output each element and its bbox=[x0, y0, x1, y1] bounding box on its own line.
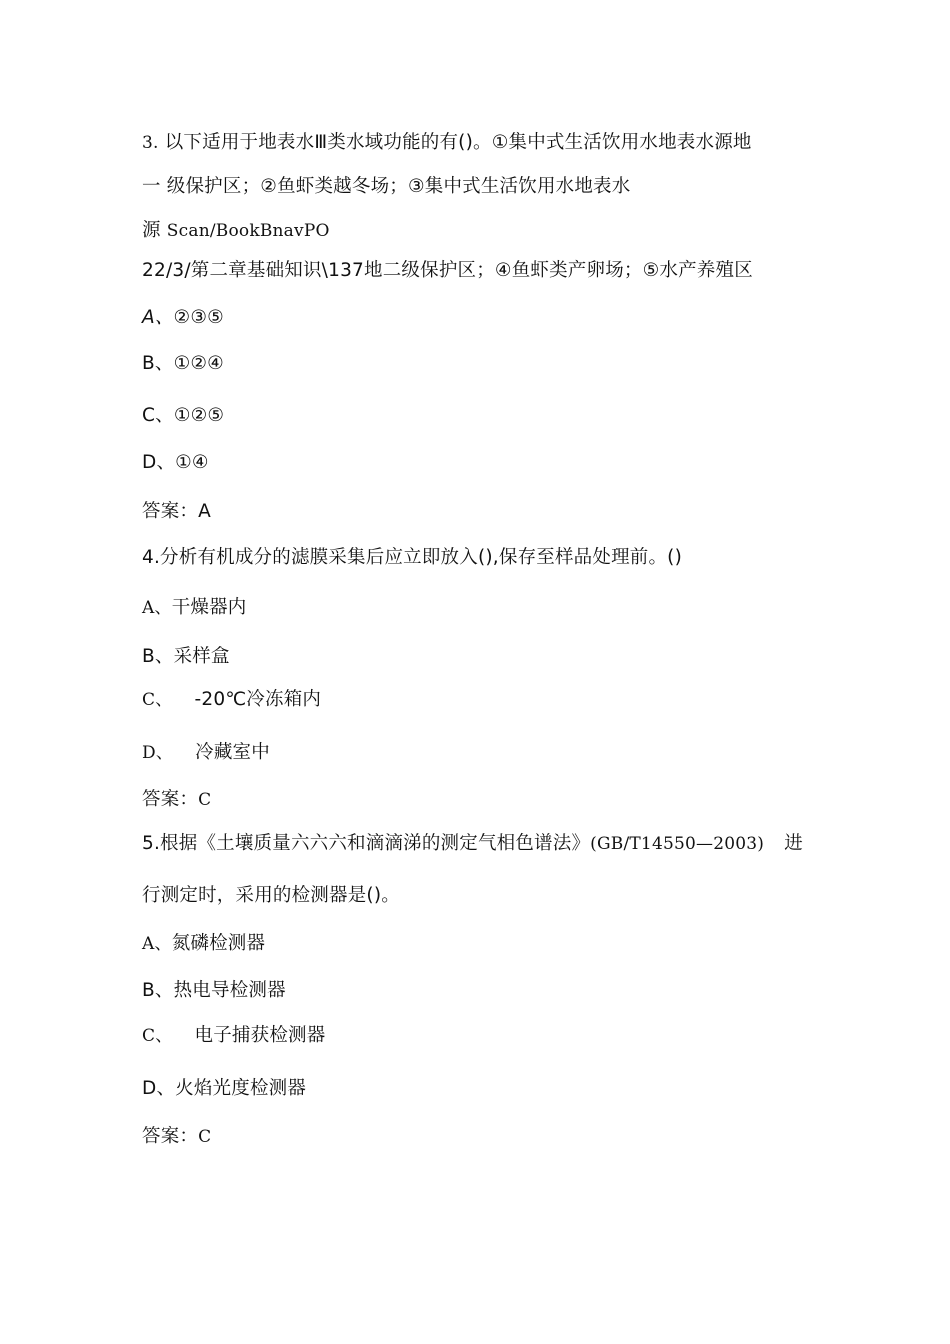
q5-standard-code: (GB/T14550—2003) bbox=[590, 834, 765, 854]
q5-option-a-text: 氮磷检测器 bbox=[171, 933, 266, 954]
q4-option-d-text: 冷藏室中 bbox=[195, 742, 270, 763]
q3-line-3-scan-text: Scan/BookBnavPO bbox=[166, 221, 330, 241]
q5-line-1 bbox=[142, 832, 803, 856]
q5-line-1-text: 5.根据《土壤质量六六六和滴滴涕的测定气相色谱法》 bbox=[142, 833, 591, 854]
q3-line-3 bbox=[142, 219, 330, 243]
q3-option-a: A、②③⑤ bbox=[142, 307, 224, 328]
q4-question: 4.分析有机成分的滤膜采集后应立即放入(),保存至样品处理前。() bbox=[142, 547, 683, 568]
q3-option-d: D、①④ bbox=[142, 452, 209, 473]
q5-option-a-label: A、 bbox=[142, 934, 172, 954]
q3-option-b: B、①②④ bbox=[142, 353, 224, 374]
q4-option-d bbox=[142, 741, 270, 765]
q4-option-a-text: 干燥器内 bbox=[171, 597, 247, 618]
q5-option-a bbox=[142, 932, 265, 956]
q4-answer-label: 答案： bbox=[142, 789, 199, 810]
q4-option-c-text: -20℃冷冻箱内 bbox=[194, 689, 322, 710]
q3-line-3-prefix: 源 bbox=[142, 220, 161, 241]
q3-option-c: C、①②⑤ bbox=[142, 405, 225, 426]
q5-option-b: B、热电导检测器 bbox=[142, 980, 286, 1001]
q5-answer-value: C bbox=[198, 1127, 212, 1147]
q3-line-2: 一 级保护区；②鱼虾类越冬场；③集中式生活饮用水地表水 bbox=[142, 176, 631, 197]
q5-answer bbox=[142, 1125, 211, 1149]
q4-option-c bbox=[142, 688, 321, 712]
q4-answer bbox=[142, 788, 211, 812]
q4-option-a-label: A、 bbox=[142, 598, 172, 618]
q5-option-d: D、火焰光度检测器 bbox=[142, 1078, 307, 1099]
q3-answer: 答案：A bbox=[142, 501, 211, 522]
q4-option-a bbox=[142, 596, 247, 620]
q5-option-c-label: C、 bbox=[142, 1026, 173, 1046]
q5-option-c-text: 电子捕获检测器 bbox=[194, 1025, 326, 1046]
q5-line-2: 行测定时，采用的检测器是()。 bbox=[142, 885, 400, 906]
q5-option-c bbox=[142, 1024, 325, 1048]
q4-option-b: B、采样盒 bbox=[142, 646, 230, 667]
q3-line-4: 22/3/第二章基础知识\137地二级保护区；④鱼虾类产卵场；⑤水产养殖区 bbox=[142, 260, 753, 281]
q3-line-1 bbox=[142, 131, 752, 155]
q4-option-d-label: D、 bbox=[142, 743, 174, 763]
q5-answer-label: 答案： bbox=[142, 1126, 199, 1147]
q3-line-1-text: 以下适用于地表水Ⅲ类水域功能的有()。①集中式生活饮用水地表水源地 bbox=[164, 132, 752, 153]
q4-answer-value: C bbox=[198, 790, 212, 810]
q5-line-1-tail: 进 bbox=[784, 833, 803, 854]
q3-number: 3. bbox=[142, 133, 159, 153]
q4-option-c-label: C、 bbox=[142, 690, 173, 710]
